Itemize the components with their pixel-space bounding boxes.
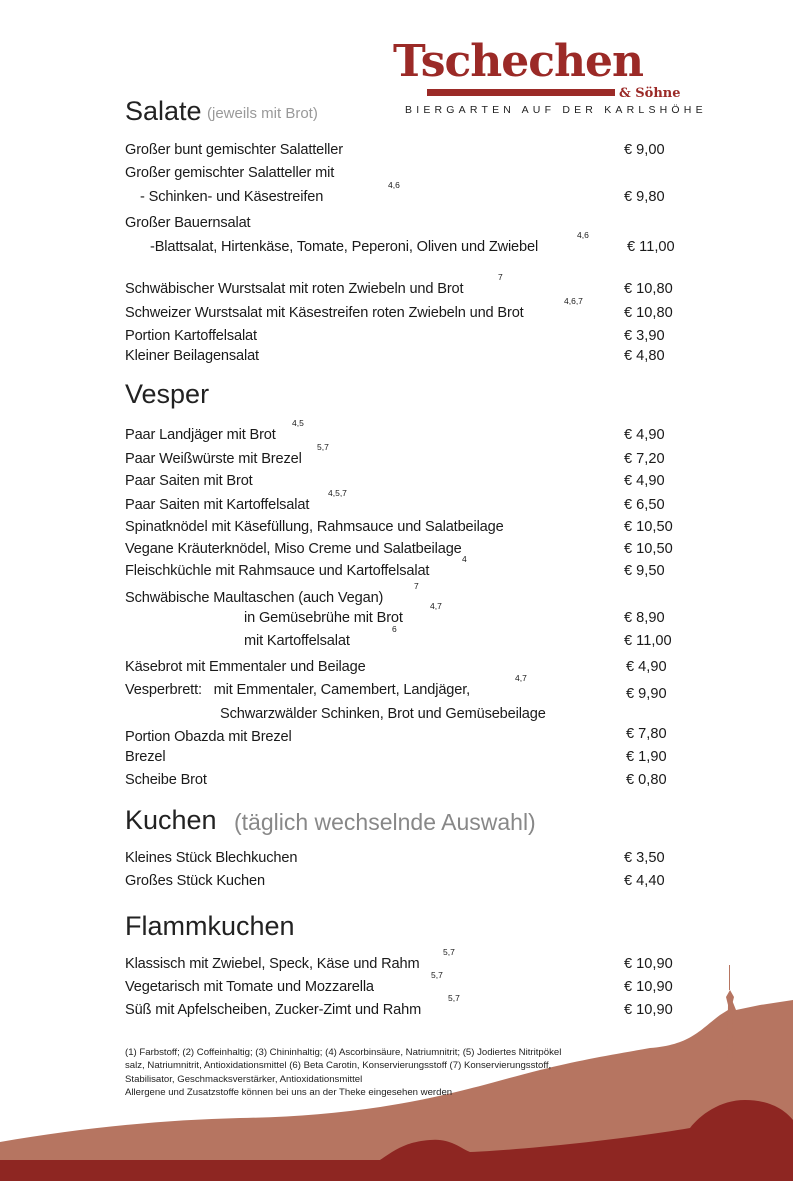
menu-item-price: € 0,80 <box>626 772 667 788</box>
menu-item-price: € 7,80 <box>626 726 667 742</box>
logo-tagline: BIERGARTEN AUF DER KARLSHÖHE <box>405 104 707 116</box>
menu-item-name: Kleiner Beilagensalat <box>125 348 259 364</box>
menu-item-price: € 3,90 <box>624 328 665 344</box>
allergen-codes: 4,5,7 <box>328 488 347 498</box>
section-heading: Salate <box>125 96 202 126</box>
menu-item-name: in Gemüsebrühe mit Brot <box>244 610 403 626</box>
menu-item-name: Scheibe Brot <box>125 772 207 788</box>
menu-item-name: Vegane Kräuterknödel, Miso Creme und Salatbeilage <box>125 541 462 557</box>
menu-item-price: € 9,00 <box>624 142 665 158</box>
menu-item-name: Paar Landjäger mit Brot <box>125 427 276 443</box>
allergen-codes: 4,7 <box>515 673 527 683</box>
menu-item-name: Schweizer Wurstsalat mit Käsestreifen roten Zwiebeln und Brot <box>125 305 524 321</box>
allergen-codes: 5,7 <box>443 947 455 957</box>
logo-bar <box>427 89 615 96</box>
footnote-line: Allergene und Zusatzstoffe können bei uns an der Theke eingesehen werden <box>125 1086 453 1098</box>
menu-item-price: € 11,00 <box>627 239 675 255</box>
menu-item-name: Süß mit Apfelscheiben, Zucker-Zimt und Rahm <box>125 1002 422 1018</box>
menu-item-price: € 10,90 <box>624 1002 673 1018</box>
menu-item-price: € 3,50 <box>624 850 665 866</box>
menu-item-name: mit Kartoffelsalat <box>244 633 350 649</box>
menu-item-name: Portion Kartoffelsalat <box>125 328 257 344</box>
allergen-codes: 7 <box>414 581 419 591</box>
section-heading: Kuchen <box>125 805 217 835</box>
menu-item-name: Großes Stück Kuchen <box>125 873 265 889</box>
menu-item-price: € 9,90 <box>626 686 667 702</box>
allergen-codes: 6 <box>392 624 397 634</box>
menu-item-price: € 8,90 <box>624 610 665 626</box>
footnotes <box>125 1046 561 1099</box>
section-heading: Flammkuchen <box>125 911 295 941</box>
allergen-codes: 7 <box>498 272 503 282</box>
allergen-codes: 5,7 <box>317 442 329 452</box>
menu-item-name: Klassisch mit Zwiebel, Speck, Käse und Rahm <box>125 956 420 972</box>
menu-item-name: Großer bunt gemischter Salatteller <box>125 142 343 158</box>
menu-item-name: Schwäbische Maultaschen (auch Vegan) <box>125 590 384 606</box>
menu-item-name: Großer Bauernsalat <box>125 215 251 231</box>
menu-item-name: - Schinken- und Käsestreifen <box>140 189 324 205</box>
menu-item-price: € 4,90 <box>624 427 665 443</box>
logo-suffix: & Söhne <box>619 86 681 101</box>
section-subtitle: (jeweils mit Brot) <box>207 105 318 122</box>
menu-item-name: Paar Saiten mit Kartoffelsalat <box>125 497 310 513</box>
menu-item-name: -Blattsalat, Hirtenkäse, Tomate, Peperoni, Oliven und Zwiebel <box>150 239 539 255</box>
menu-item-name: Großer gemischter Salatteller mit <box>125 165 335 181</box>
menu-item-price: € 10,90 <box>624 979 673 995</box>
menu-item-name: Paar Saiten mit Brot <box>125 473 253 489</box>
menu-item-price: € 10,80 <box>624 281 673 297</box>
menu-item-price: € 10,50 <box>624 519 673 535</box>
menu-item-name: Brezel <box>125 749 166 765</box>
allergen-codes: 5,7 <box>431 970 443 980</box>
menu-item-name: Portion Obazda mit Brezel <box>125 729 292 745</box>
menu-item-price: € 4,40 <box>624 873 665 889</box>
menu-item-price: € 9,80 <box>624 189 665 205</box>
menu-item-name: Schwäbischer Wurstsalat mit roten Zwiebeln und Brot <box>125 281 464 297</box>
menu-item-price: € 11,00 <box>624 633 672 649</box>
menu-item-name: Kleines Stück Blechkuchen <box>125 850 298 866</box>
section-heading: Vesper <box>125 379 210 409</box>
menu-item-name: Paar Weißwürste mit Brezel <box>125 451 302 467</box>
menu-item-price: € 4,80 <box>624 348 665 364</box>
allergen-codes: 4,6,7 <box>564 296 583 306</box>
menu-item-price: € 10,80 <box>624 305 673 321</box>
menu-item-price: € 10,90 <box>624 956 673 972</box>
menu-item-name: Vegetarisch mit Tomate und Mozzarella <box>125 979 374 995</box>
menu-item-price: € 4,90 <box>624 473 665 489</box>
allergen-codes: 4,5 <box>292 418 304 428</box>
footnote-line: salz, Natriumnitrit, Antioxidationsmittel (6) Beta Carotin, Konservierungsstoff (7) Konservierungsstoff, <box>125 1060 552 1072</box>
section-subtitle: (täglich wechselnde Auswahl) <box>234 809 536 835</box>
allergen-codes: 4,6 <box>388 180 400 190</box>
menu-item-name: Spinatknödel mit Käsefüllung, Rahmsauce und Salatbeilage <box>125 519 504 535</box>
menu-item-name: Fleischküchle mit Rahmsauce und Kartoffelsalat <box>125 563 430 579</box>
logo-name: Tschechen <box>393 36 644 87</box>
menu-item-price: € 9,50 <box>624 563 665 579</box>
footnote-line: Stabilisator, Geschmacksverstärker, Antioxidationsmittel <box>125 1073 363 1085</box>
menu-item-name: Schwarzwälder Schinken, Brot und Gemüsebeilage <box>220 706 546 722</box>
menu-item-name: Vesperbrett: mit Emmentaler, Camembert, Landjäger, <box>125 682 471 698</box>
footnote-line: (1) Farbstoff; (2) Coffeinhaltig; (3) Chininhaltig; (4) Ascorbinsäure, Natriumnitrit; (5) Jodiertes Nitritpökel <box>125 1047 562 1058</box>
menu-item-price: € 1,90 <box>626 749 667 765</box>
allergen-codes: 4 <box>462 554 467 564</box>
menu-item-price: € 7,20 <box>624 451 665 467</box>
menu-item-price: € 6,50 <box>624 497 665 513</box>
allergen-codes: 5,7 <box>448 993 460 1003</box>
menu-item-price: € 4,90 <box>626 659 667 675</box>
allergen-codes: 4,6 <box>577 230 589 240</box>
menu-item-name: Käsebrot mit Emmentaler und Beilage <box>125 659 366 675</box>
allergen-codes: 4,7 <box>430 601 442 611</box>
menu-item-price: € 10,50 <box>624 541 673 557</box>
